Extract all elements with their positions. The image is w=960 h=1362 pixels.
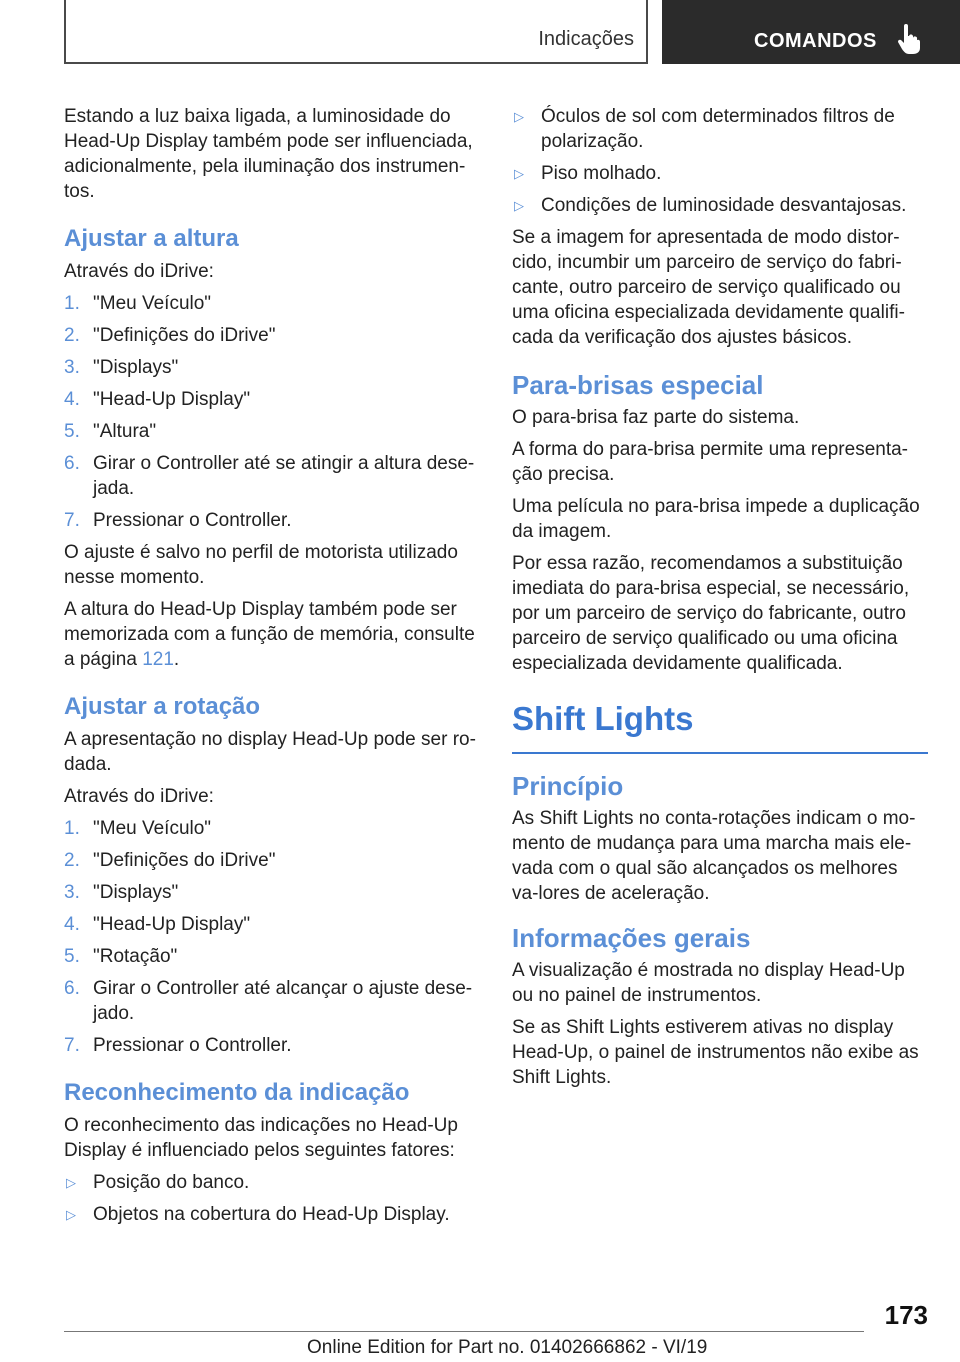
list-item [64, 848, 480, 873]
step-number: 7. [64, 1035, 80, 1056]
step-text: Girar o Controller até alcançar o ajuste dese-jado. [93, 978, 473, 1024]
step-number: 5. [64, 946, 80, 967]
shift-lights-heading: Shift Lights [512, 698, 928, 754]
step-text: "Meu Veículo" [93, 818, 212, 839]
step-number: 7. [64, 510, 80, 531]
list-item [64, 1033, 480, 1058]
step-number: 6. [64, 978, 80, 999]
step-text: "Displays" [93, 882, 179, 903]
list-item [64, 323, 480, 348]
windshield-heading: Para-brisas especial [512, 370, 764, 400]
bullet-text: Objetos na cobertura do Head-Up Display. [93, 1204, 450, 1225]
recognition-heading: Reconhecimento da indicação [64, 1079, 410, 1106]
list-item [64, 880, 480, 905]
recognition-intro: O reconhecimento das indicações no Head-Up Display é influenciado pelos seguintes fatores: [64, 1115, 458, 1161]
list-item [64, 1202, 480, 1227]
step-number: 1. [64, 293, 80, 314]
list-item [64, 816, 480, 841]
bullet-text: Óculos de sol com determinados filtros de polarização. [541, 106, 895, 152]
step-text: "Rotação" [93, 946, 178, 967]
step-text: "Altura" [93, 421, 157, 442]
height-steps [64, 291, 480, 533]
height-memory-note [64, 597, 480, 672]
general-p2: Se as Shift Lights estiverem ativas no display Head-Up, o painel de instrumentos não exibe as Shift Lights. [512, 1017, 919, 1088]
rotation-steps [64, 816, 480, 1058]
list-item [64, 291, 480, 316]
section-title: Indicações [538, 28, 634, 50]
step-number: 2. [64, 850, 80, 871]
chapter-tab [662, 0, 960, 64]
step-text: Pressionar o Controller. [93, 510, 292, 531]
intro-paragraph: Estando a luz baixa ligada, a luminosidade do Head-Up Display também pode ser influenciada, adicionalmente, pela iluminação dos instrumen-tos. [64, 106, 473, 202]
list-item [64, 976, 480, 1026]
step-number: 6. [64, 453, 80, 474]
list-item [64, 944, 480, 969]
principle-heading: Princípio [512, 771, 624, 801]
principle-text: As Shift Lights no conta-rotações indicam o mo-mento de mudança para uma marcha mais ele-vada com o qual são alcançados os melhores va-lores de aceleração. [512, 808, 916, 904]
bullet-text: Posição do banco. [93, 1172, 250, 1193]
rotation-intro: A apresentação no display Head-Up pode ser ro-dada. [64, 729, 476, 775]
windshield-p4: Por essa razão, recomendamos a substituição imediata do para-brisa especial, se necessário, por um parceiro de serviço do fabricante, outro parceiro de serviço qualificado ou uma oficina especializada devidamente qualificada. [512, 553, 910, 674]
step-text: "Definições do iDrive" [93, 850, 276, 871]
edition-text: Online Edition for Part no. 01402666862 - VI/19 [307, 1337, 708, 1358]
list-item [64, 451, 480, 501]
list-item [64, 355, 480, 380]
page-link-121[interactable]: 121 [142, 649, 174, 670]
triangle-bullet-icon: ▷ [66, 1175, 76, 1190]
general-info-heading: Informações gerais [512, 923, 751, 953]
triangle-bullet-icon: ▷ [514, 109, 524, 124]
chapter-title: COMANDOS [754, 30, 877, 52]
bullet-text: Piso molhado. [541, 163, 662, 184]
step-number: 3. [64, 357, 80, 378]
windshield-p3: Uma película no para-brisa impede a duplicação da imagem. [512, 496, 920, 542]
rotation-via: Através do iDrive: [64, 786, 214, 807]
height-heading: Ajustar a altura [64, 225, 239, 252]
step-text: "Head-Up Display" [93, 389, 251, 410]
step-number: 2. [64, 325, 80, 346]
step-text: Pressionar o Controller. [93, 1035, 292, 1056]
list-item [64, 1170, 480, 1195]
step-number: 5. [64, 421, 80, 442]
triangle-bullet-icon: ▷ [66, 1207, 76, 1222]
list-item [64, 912, 480, 937]
left-column [64, 104, 480, 1234]
step-text: "Displays" [93, 357, 179, 378]
footer-edition [307, 1337, 707, 1359]
right-column [512, 104, 928, 1097]
header-section-box [64, 0, 648, 64]
list-item [512, 193, 928, 218]
bullet-text: Condições de luminosidade desvantajosas. [541, 195, 907, 216]
step-number: 3. [64, 882, 80, 903]
rotation-heading: Ajustar a rotação [64, 693, 261, 720]
triangle-bullet-icon: ▷ [514, 198, 524, 213]
page-number: 173 [884, 1300, 928, 1330]
step-text: "Head-Up Display" [93, 914, 251, 935]
height-via: Através do iDrive: [64, 261, 214, 282]
memory-end: . [173, 649, 180, 670]
pointing-hand-icon [896, 24, 922, 54]
step-text: "Meu Veículo" [93, 293, 212, 314]
step-text: Girar o Controller até se atingir a altura dese-jada. [93, 453, 475, 499]
distortion-paragraph: Se a imagem for apresentada de modo distor-cido, incumbir um parceiro de serviço do fabri-cante, outro parceiro de serviço qualificado ou uma oficina especializada devidamente qualifi-cada da verificação dos ajustes básicos. [512, 227, 905, 348]
list-item [64, 508, 480, 533]
recognition-bullets [64, 1170, 480, 1227]
general-p1: A visualização é mostrada no display Head-Up ou no painel de instrumentos. [512, 960, 905, 1006]
list-item [64, 419, 480, 444]
list-item [512, 161, 928, 186]
list-item [512, 104, 928, 154]
step-number: 4. [64, 389, 80, 410]
footer-rule [64, 1331, 864, 1332]
windshield-p2: A forma do para-brisa permite uma representa-ção precisa. [512, 439, 909, 485]
step-text: "Definições do iDrive" [93, 325, 276, 346]
windshield-p1: O para-brisa faz parte do sistema. [512, 407, 800, 428]
step-number: 1. [64, 818, 80, 839]
height-profile-note: O ajuste é salvo no perfil de motorista utilizado nesse momento. [64, 542, 458, 588]
triangle-bullet-icon: ▷ [514, 166, 524, 181]
step-number: 4. [64, 914, 80, 935]
memory-text: A altura do Head-Up Display também pode ser memorizada com a função de memória, consulte a página [64, 599, 475, 670]
recognition-bullets-continued [512, 104, 928, 218]
list-item [64, 387, 480, 412]
